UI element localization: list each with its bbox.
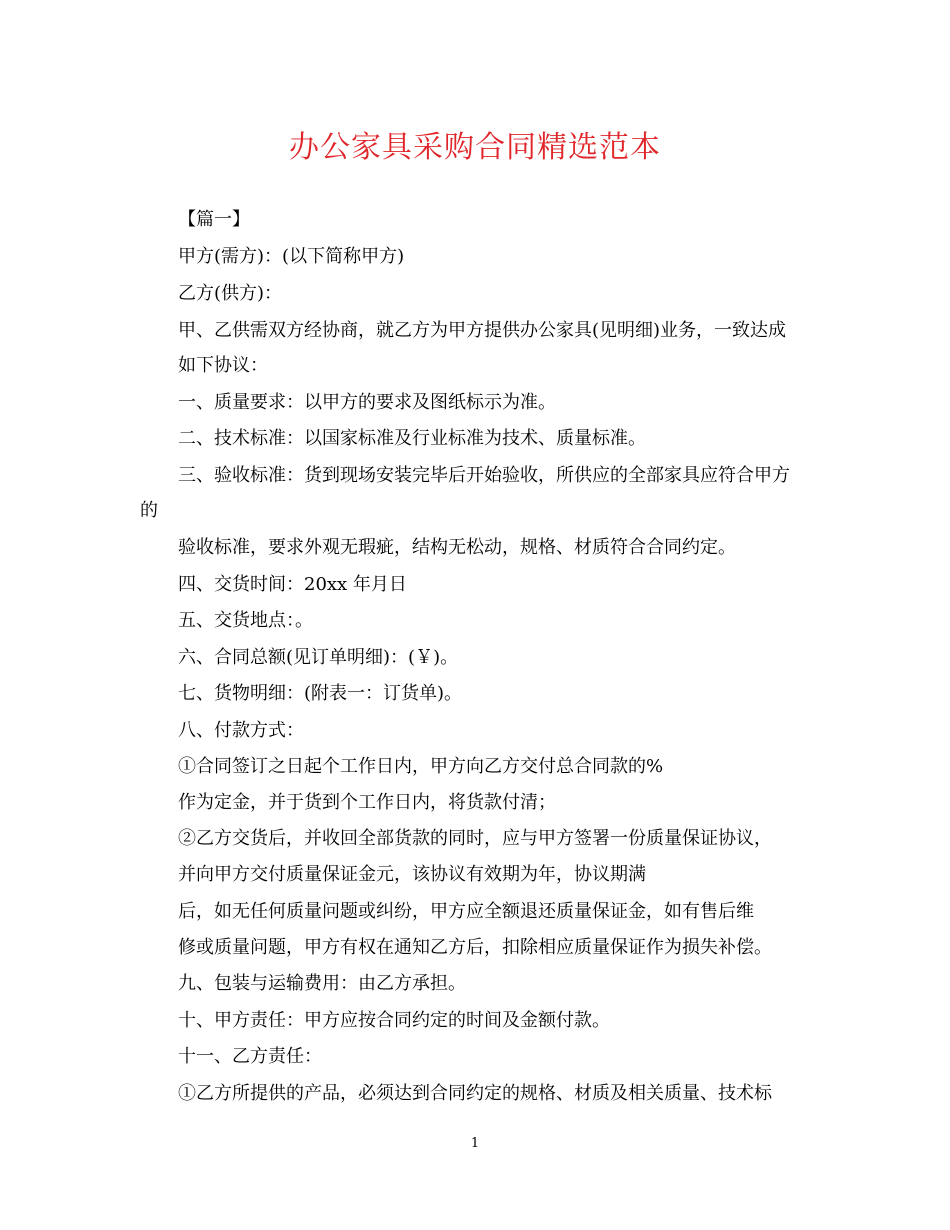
paragraph-line-party-b: 乙方(供方)： <box>178 283 283 304</box>
paragraph-line-clause-10: 十、甲方责任：甲方应按合同约定的时间及金额付款。 <box>178 1010 610 1031</box>
paragraph-line-intro-cont: 如下协议： <box>178 355 268 376</box>
paragraph-line-clause-3: 三、验收标准：货到现场安装完毕后开始验收，所供应的全部家具应符合甲方 <box>178 465 790 486</box>
paragraph-line-payment-1: ①合同签订之日起个工作日内，甲方向乙方交付总合同款的% <box>178 756 664 777</box>
paragraph-line-clause-7: 七、货物明细：(附表一：订货单)。 <box>178 683 463 704</box>
paragraph-line-clause-11: 十一、乙方责任： <box>178 1046 322 1067</box>
paragraph-line-clause-1: 一、质量要求：以甲方的要求及图纸标示为准。 <box>178 392 556 413</box>
paragraph-line-party-a: 甲方(需方)：(以下简称甲方) <box>178 246 405 267</box>
page-number: 1 <box>470 1136 480 1151</box>
paragraph-line-clause-11-item-1: ①乙方所提供的产品，必须达到合同约定的规格、材质及相关质量、技术标 <box>178 1083 772 1104</box>
paragraph-line-payment-2: ②乙方交货后，并收回全部货款的同时，应与甲方签署一份质量保证协议， <box>178 828 772 849</box>
section-label: 【篇一】 <box>178 209 250 230</box>
paragraph-line-clause-5: 五、交货地点：。 <box>178 610 313 631</box>
paragraph-line-clause-3-wrap: 的 <box>140 500 158 521</box>
paragraph-line-clause-3-cont: 验收标准，要求外观无瑕疵，结构无松动，规格、材质符合合同约定。 <box>178 537 736 558</box>
paragraph-line-clause-6: 六、合同总额(见订单明细)：(￥)。 <box>178 647 459 668</box>
paragraph-line-payment-2-cont-3: 修或质量问题，甲方有权在通知乙方后，扣除相应质量保证作为损失补偿。 <box>178 937 772 958</box>
paragraph-line-clause-8: 八、付款方式： <box>178 720 304 741</box>
paragraph-line-clause-9: 九、包装与运输费用：由乙方承担。 <box>178 973 466 994</box>
document-title: 办公家具采购合同精选范本 <box>289 130 661 165</box>
paragraph-line-intro: 甲、乙供需双方经协商，就乙方为甲方提供办公家具(见明细)业务，一致达成 <box>178 320 787 341</box>
paragraph-line-clause-2: 二、技术标准：以国家标准及行业标准为技术、质量标准。 <box>178 428 646 449</box>
paragraph-line-clause-4: 四、交货时间：20xx 年月日 <box>178 574 407 595</box>
paragraph-line-payment-1-cont: 作为定金，并于货到个工作日内，将货款付清； <box>178 792 556 813</box>
paragraph-line-payment-2-cont-2: 后，如无任何质量问题或纠纷，甲方应全额退还质量保证金，如有售后维 <box>178 901 754 922</box>
paragraph-line-payment-2-cont: 并向甲方交付质量保证金元，该协议有效期为年，协议期满 <box>178 864 646 885</box>
